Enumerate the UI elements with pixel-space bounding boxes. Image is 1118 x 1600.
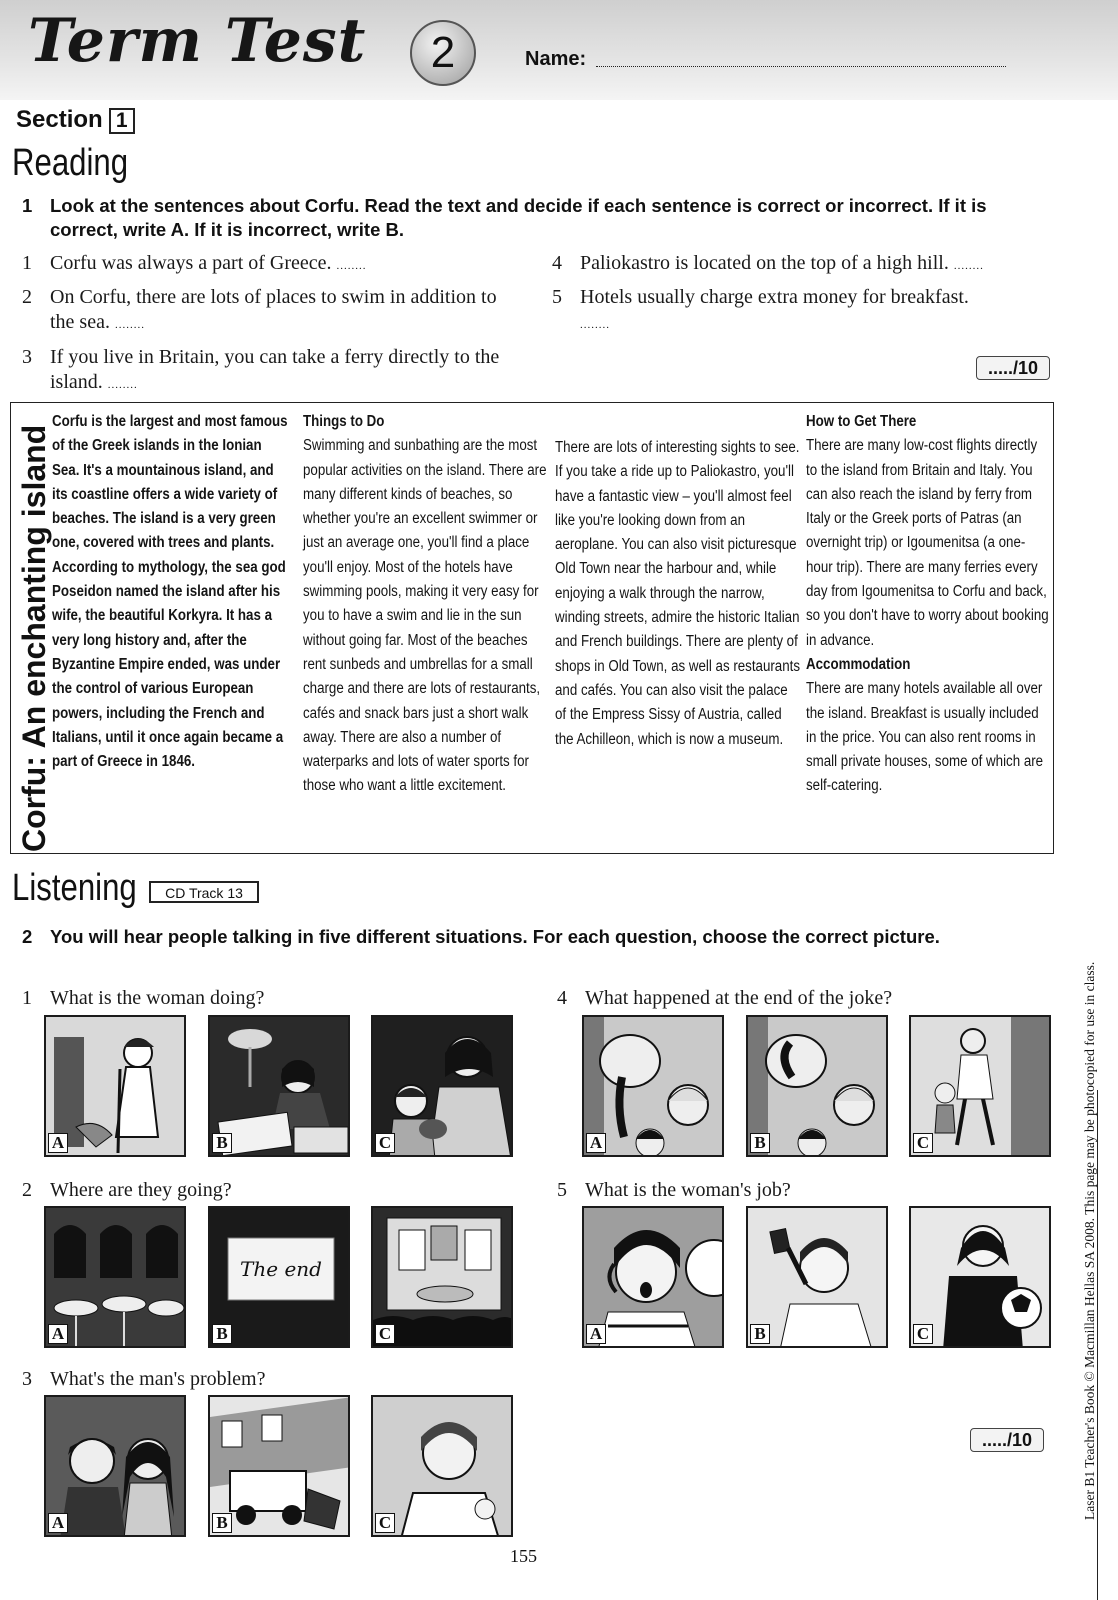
answer-blank[interactable]: ........ xyxy=(953,260,984,272)
question-number: 4 xyxy=(552,252,562,274)
q5-picture-b[interactable] xyxy=(746,1206,888,1348)
accommodation-heading: Accommodation xyxy=(806,655,911,673)
q3-picture-a[interactable] xyxy=(44,1395,186,1537)
question-text: What is the woman doing? xyxy=(50,987,265,1009)
listening-question-3 xyxy=(22,1367,265,1391)
reading-question-4 xyxy=(552,251,1062,279)
option-letter: B xyxy=(750,1133,770,1153)
question-number: 1 xyxy=(22,987,32,1009)
option-letter: A xyxy=(586,1133,606,1153)
listening-score-box[interactable]: ...../10 xyxy=(970,1428,1044,1452)
option-letter: C xyxy=(375,1324,395,1344)
instruction-text: You will hear people talking in five different situations. For each question, choose the correct picture. xyxy=(50,926,940,947)
q4-picture-b[interactable] xyxy=(746,1015,888,1157)
reading-column-4 xyxy=(806,410,1051,799)
answer-blank[interactable]: ........ xyxy=(580,319,610,331)
option-letter: C xyxy=(913,1324,933,1344)
q5-picture-c[interactable] xyxy=(909,1206,1051,1348)
option-letter: C xyxy=(913,1133,933,1153)
question-text: Hotels usually charge extra money for breakfast. xyxy=(580,286,969,308)
listening-heading: Listening xyxy=(12,867,137,909)
question-text: What's the man's problem? xyxy=(50,1368,266,1390)
reading-score-box[interactable]: ...../10 xyxy=(976,356,1050,380)
cd-track-label: CD Track 13 xyxy=(149,881,259,903)
accommodation-paragraph: There are many hotels available all over the island. Breakfast is usually included in the price. You can also rent rooms in small private houses, some of which are self-catering. xyxy=(806,680,1044,795)
question-number: 3 xyxy=(22,346,32,368)
question-text: Paliokastro is located on the top of a high hill. xyxy=(580,252,949,274)
page-title: Term Test xyxy=(28,6,367,76)
reading-question-3 xyxy=(22,345,512,398)
option-letter: C xyxy=(375,1133,395,1153)
things-to-do-heading: Things to Do xyxy=(303,413,385,430)
option-letter: A xyxy=(48,1133,68,1153)
question-text: What is the woman's job? xyxy=(585,1179,791,1201)
option-letter: A xyxy=(48,1513,68,1533)
option-letter: A xyxy=(48,1324,68,1344)
q2-picture-b[interactable] xyxy=(208,1206,350,1348)
instruction-number: 1 xyxy=(22,195,33,216)
section-heading xyxy=(16,106,135,134)
question-number: 3 xyxy=(22,1368,32,1390)
question-number: 1 xyxy=(22,252,32,274)
section-number: 1 xyxy=(109,108,135,134)
screen-caption: The end xyxy=(240,1257,322,1281)
copyright-credit: Laser B1 Teacher's Book © Macmillan Hellas SA 2008. This page may be photocopied for use in class. xyxy=(1082,961,1097,1520)
name-label: Name: xyxy=(525,48,587,70)
reading-instruction xyxy=(22,194,1042,242)
things-to-do-paragraph-2: There are lots of interesting sights to see. If you take a ride up to Paliokastro, you'll have a fantastic view – you'll almost feel like you're looking down from an aeroplane. You can also visit picturesque Old Town near the harbour and, while enjoying a walk through the narrow, winding streets, admire the historic Italian and French buildings. There are plenty of shops in Old Town, as well as restaurants and cafés. You can also visit the palace of the Empress Sissy of Austria, called the Achilleon, which is now a museum. xyxy=(555,439,801,748)
listening-question-2 xyxy=(22,1178,232,1202)
question-number: 4 xyxy=(557,987,567,1009)
q2-picture-c[interactable] xyxy=(371,1206,513,1348)
listening-question-5 xyxy=(557,1178,791,1202)
option-letter: B xyxy=(750,1324,770,1344)
reading-heading: Reading xyxy=(12,142,129,184)
question-number: 5 xyxy=(557,1179,567,1201)
option-letter: B xyxy=(212,1133,232,1153)
option-letter: B xyxy=(212,1513,232,1533)
reading-question-1 xyxy=(22,251,522,279)
test-number-badge: 2 xyxy=(410,20,476,86)
reading-column-2 xyxy=(303,410,548,799)
q2-picture-a[interactable] xyxy=(44,1206,186,1348)
section-label: Section xyxy=(16,106,103,133)
listening-instruction xyxy=(22,925,1042,949)
intro-paragraph: Corfu is the largest and most famous of the Greek islands in the Ionian Sea. It's a mountainous island, and its coastline offers a wide variety of beaches. The island is a very green one, covered with trees and plants. According to mythology, the sea god Poseidon named the island after his wife, the beautiful Korkyra. It has a very long history and, after the Byzantine Empire ended, was under the control of various European powers, including the French and Italians, until it once again became a part of Greece in 1846. xyxy=(52,413,288,771)
reading-question-5 xyxy=(552,285,1062,338)
how-to-get-there-heading: How to Get There xyxy=(806,413,917,430)
listening-question-1 xyxy=(22,986,264,1010)
option-letter: B xyxy=(212,1324,232,1344)
question-text: Where are they going? xyxy=(50,1179,232,1201)
q4-picture-c[interactable] xyxy=(909,1015,1051,1157)
listening-question-4 xyxy=(557,986,892,1010)
how-to-get-there-paragraph: There are many low-cost flights directly to the island from Britain and Italy. You can also reach the island by ferry from Italy or the Greek ports of Patras (an overnight trip) or Igoumenitsa (a one-hour trip). There are many ferries every day from Igoumenitsa to Corfu and back, so you don't have to worry about booking in advance. xyxy=(806,437,1049,649)
reading-column-3 xyxy=(555,436,800,752)
answer-blank[interactable]: ........ xyxy=(336,260,367,272)
question-text: On Corfu, there are lots of places to swim in addition to the sea. xyxy=(50,286,497,333)
page-number: 155 xyxy=(510,1546,537,1566)
q5-picture-a[interactable] xyxy=(582,1206,724,1348)
q1-picture-a[interactable] xyxy=(44,1015,186,1157)
q4-picture-a[interactable] xyxy=(582,1015,724,1157)
q1-picture-b[interactable] xyxy=(208,1015,350,1157)
question-text: What happened at the end of the joke? xyxy=(585,987,893,1009)
question-text: If you live in Britain, you can take a ferry directly to the island. xyxy=(50,346,500,393)
question-number: 2 xyxy=(22,1179,32,1201)
instruction-number: 2 xyxy=(22,926,33,947)
option-letter: A xyxy=(586,1324,606,1344)
instruction-text: Look at the sentences about Corfu. Read the text and decide if each sentence is correct or incorrect. If it is correct, write A. If it is incorrect, write B. xyxy=(50,195,987,240)
things-to-do-paragraph-1: Swimming and sunbathing are the most popular activities on the island. There are many different kinds of beaches, so whether you're an excellent swimmer or just an average one, you'll find a place you'll enjoy. Most of the hotels have swimming pools, making it very easy for you to have a swim and lie in the sun without going far. Most of the beaches rent sunbeds and umbrellas for a small charge and there are lots of restaurants, cafés and snack bars just a short walk away. There are also a number of waterparks and lots of water sports for those who want a little excitement. xyxy=(303,437,547,795)
answer-blank[interactable]: ........ xyxy=(114,319,145,331)
q3-picture-c[interactable] xyxy=(371,1395,513,1537)
answer-blank[interactable]: ........ xyxy=(107,379,138,391)
q1-picture-c[interactable] xyxy=(371,1015,513,1157)
reading-column-1 xyxy=(52,410,291,774)
question-number: 5 xyxy=(552,286,562,308)
option-letter: C xyxy=(375,1513,395,1533)
reading-question-2 xyxy=(22,285,512,338)
name-field[interactable] xyxy=(596,66,1006,67)
question-text: Corfu was always a part of Greece. xyxy=(50,252,332,274)
q3-picture-b[interactable] xyxy=(208,1395,350,1537)
reading-text-title: Corfu: An enchanting island xyxy=(16,424,52,852)
question-number: 2 xyxy=(22,286,32,308)
